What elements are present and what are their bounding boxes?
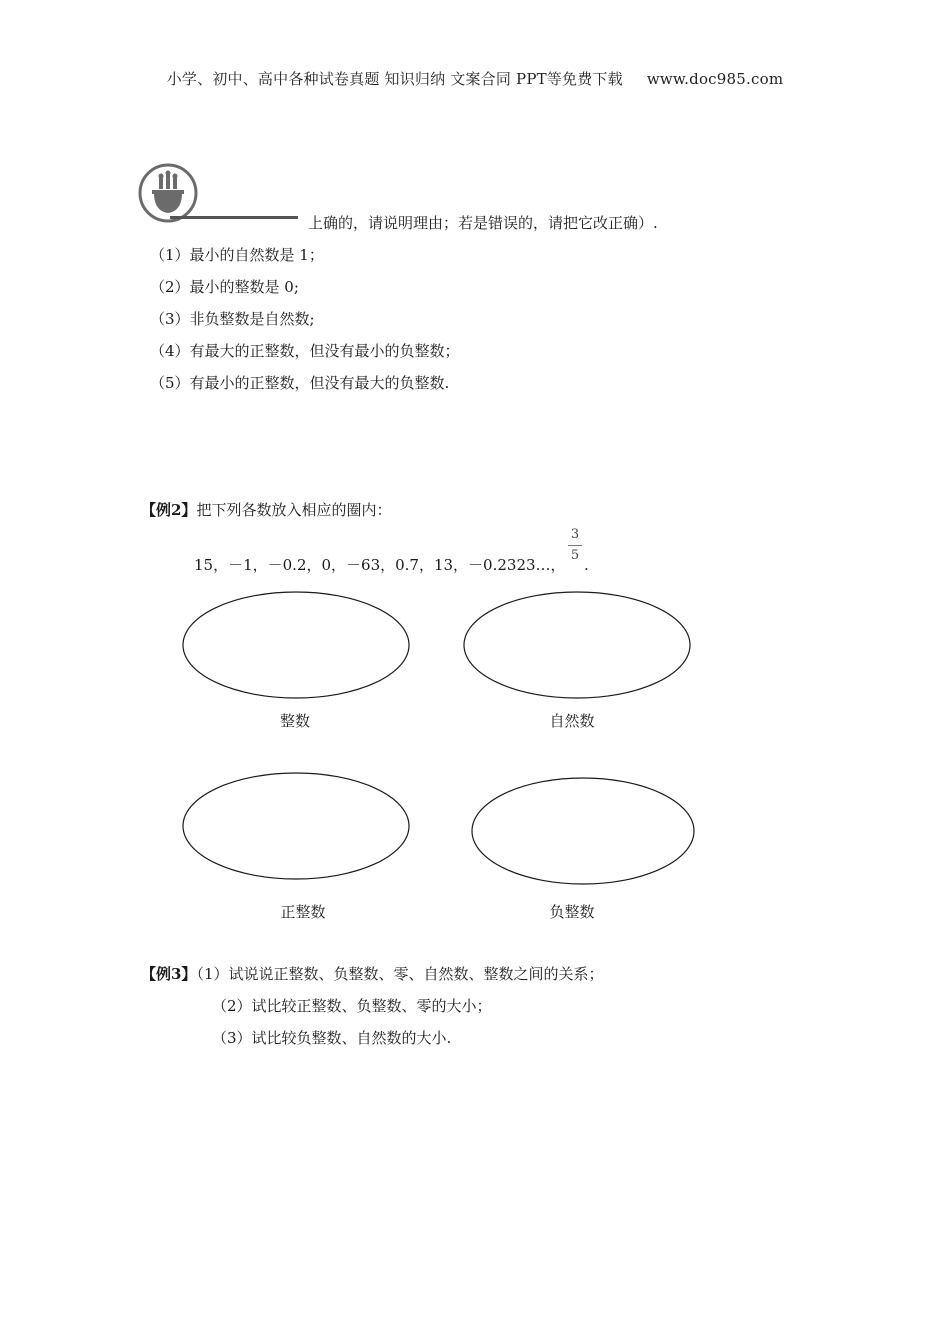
example3-item-1: （1）试说说正整数、负整数、零、自然数、整数之间的关系； xyxy=(196,965,604,983)
circle-positive-integers xyxy=(183,773,409,879)
circle-natural-numbers xyxy=(464,592,690,698)
example1-item-5: （5）有最小的正整数，但没有最大的负整数. xyxy=(150,374,450,392)
circle-label-negative-integers: 负整数 xyxy=(549,903,595,921)
example3-heading xyxy=(141,964,603,984)
example1-item-3: （3）非负整数是自然数; xyxy=(150,310,315,328)
example1-item-4: （4）有最大的正整数，但没有最小的负整数； xyxy=(150,342,460,360)
circle-integers xyxy=(183,592,409,698)
example2-tag: 【例2】 xyxy=(141,501,197,519)
fraction-numerator: 3 xyxy=(570,527,580,542)
circle-label-integers: 整数 xyxy=(279,712,310,730)
example2-numbers: 15，－1，－0.2，0，－63，0.7，13，－0.2323…， xyxy=(194,556,566,574)
circle-label-natural-numbers: 自然数 xyxy=(549,712,595,730)
example3-item-3: （3）试比较负整数、自然数的大小. xyxy=(212,1029,452,1047)
circle-label-positive-integers: 正整数 xyxy=(280,903,326,921)
example3-item-2: （2）试比较正整数、负整数、零的大小； xyxy=(212,997,492,1015)
example3-tag: 【例3】 xyxy=(141,965,197,983)
example1-item-1: （1）最小的自然数是 1； xyxy=(150,246,324,264)
example1-prompt-tail: 上确的，请说明理由；若是错误的，请把它改正确）. xyxy=(308,214,658,232)
example1-item-2: （2）最小的整数是 0; xyxy=(150,278,299,296)
example2-numbers-end: . xyxy=(584,556,589,574)
fraction-denominator: 5 xyxy=(570,548,580,563)
header-site: www.doc985.com xyxy=(646,70,784,88)
header-text: 小学、初中、高中各种试卷真题 知识归纳 文案合同 PPT等免费下载 xyxy=(166,70,623,88)
circle-negative-integers xyxy=(472,778,694,884)
example2-prompt: 把下列各数放入相应的圈内： xyxy=(196,501,392,519)
